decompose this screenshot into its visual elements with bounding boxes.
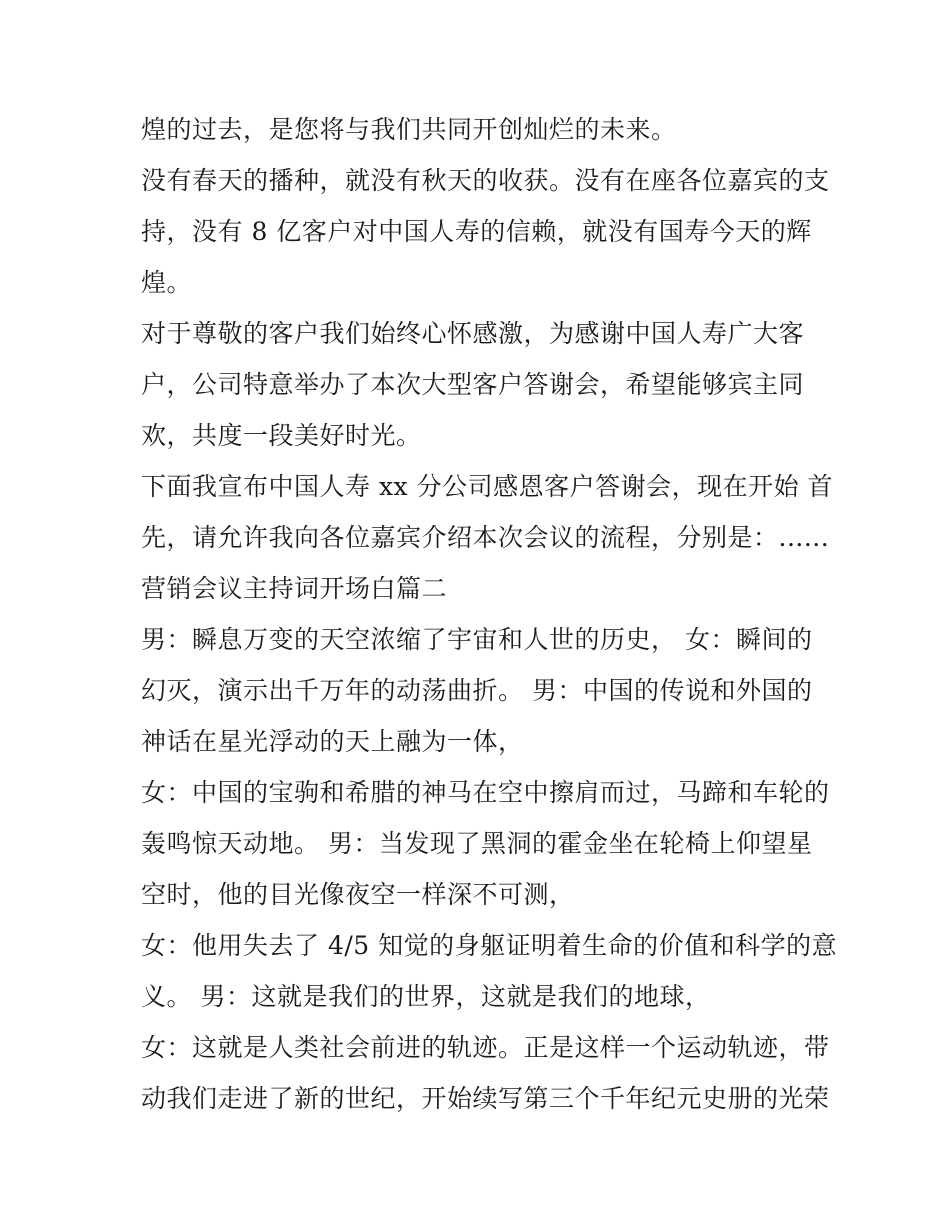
text-line: 女：这就是人类社会前进的轨迹。正是这样一个运动轨迹，带 xyxy=(141,1033,830,1062)
text-line: 持，没有 8 亿客户对中国人寿的信赖，就没有国寿今天的辉 xyxy=(141,217,812,246)
text-line: 义。 男：这就是我们的世界，这就是我们的地球， xyxy=(141,982,711,1011)
text-line: 没有春天的播种，就没有秋天的收获。没有在座各位嘉宾的支 xyxy=(141,166,830,195)
text-line: 女：中国的宝驹和希腊的神马在空中擦肩而过，马蹄和车轮的 xyxy=(141,778,830,807)
text-line: 户，公司特意举办了本次大型客户答谢会，希望能够宾主同 xyxy=(141,370,805,399)
section-heading: 营销会议主持词开场白篇二 xyxy=(141,574,448,603)
text-line: 空时，他的目光像夜空一样深不可测， xyxy=(141,880,575,909)
text-line: 神话在星光浮动的天上融为一体， xyxy=(141,727,524,756)
text-line: 对于尊敬的客户我们始终心怀感激，为感谢中国人寿广大客 xyxy=(141,319,805,348)
text-line: 下面我宣布中国人寿 xx 分公司感恩客户答谢会，现在开始 首 xyxy=(141,472,834,501)
document-body xyxy=(141,104,838,1124)
text-line: 男：瞬息万变的天空浓缩了宇宙和人世的历史， 女：瞬间的 xyxy=(141,625,813,654)
text-line: 先，请允许我向各位嘉宾介绍本次会议的流程，分别是：...... xyxy=(141,523,830,552)
text-line: 欢，共度一段美好时光。 xyxy=(141,421,422,450)
text-line: 女：他用失去了 4/5 知觉的身躯证明着生命的价值和科学的意 xyxy=(141,931,838,960)
text-line: 煌。 xyxy=(141,268,193,297)
text-line: 动我们走进了新的世纪，开始续写第三个千年纪元史册的光荣 xyxy=(141,1084,830,1113)
text-line: 轰鸣惊天动地。 男：当发现了黑洞的霍金坐在轮椅上仰望星 xyxy=(141,829,813,858)
text-line: 幻灭，演示出千万年的动荡曲折。 男：中国的传说和外国的 xyxy=(141,676,813,705)
text-line: 煌的过去，是您将与我们共同开创灿烂的未来。 xyxy=(141,115,677,144)
